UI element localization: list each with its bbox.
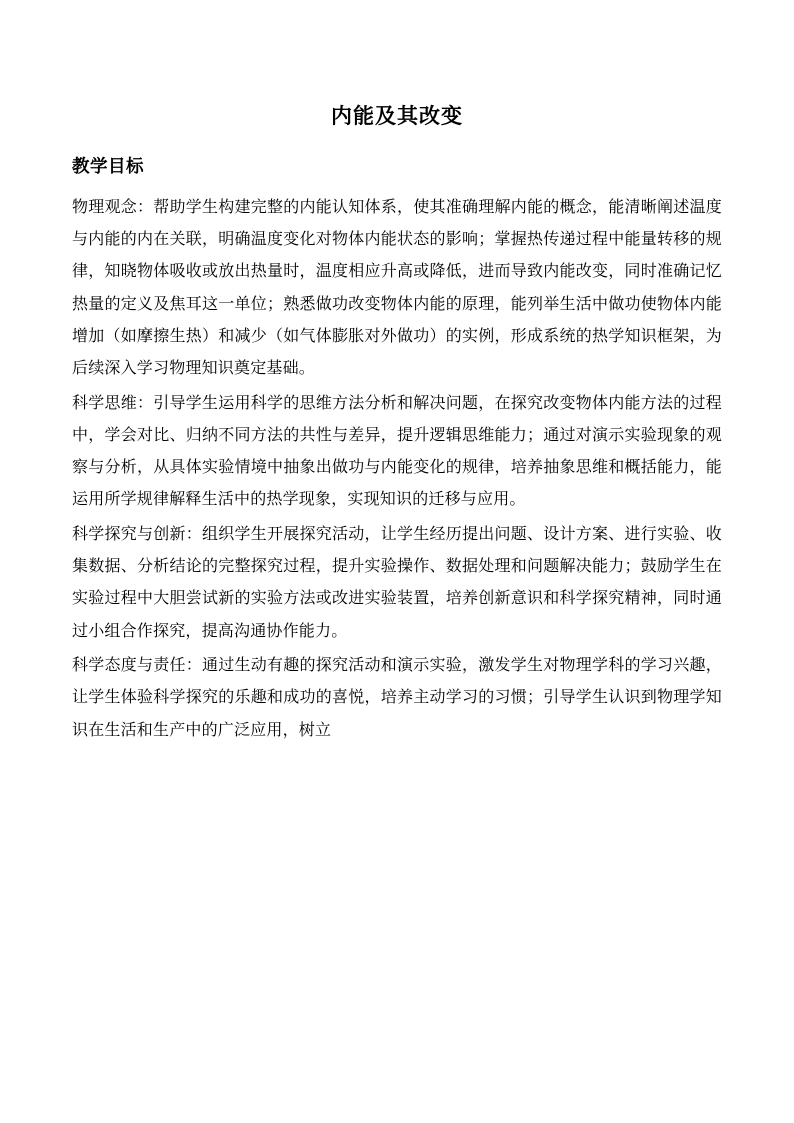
page-title: 内能及其改变 [331,104,463,128]
paragraph-physics-concept: 物理观念：帮助学生构建完整的内能认知体系，使其准确理解内能的概念，能清晰阐述温度与内能的内在关联，明确温度变化对物体内能状态的影响；掌握热传递过程中能量转移的规律，知晓物体吸收或放出热量时，温度相应升高或降低，进而导致内能改变，同时准确记忆热量的定义及焦耳这一单位；熟悉做功改变物体内能的原理，能列举生活中做功使物体内能增加（如摩擦生热）和减少（如气体膨胀对外做功）的实例，形成系统的热学知识框架，为后续深入学习物理知识奠定基础。 [72,198,722,378]
section-heading-teaching-objectives: 教学目标 [72,156,144,177]
paragraph-scientific-thinking: 科学思维：引导学生运用科学的思维方法分析和解决问题，在探究改变物体内能方法的过程中，学会对比、归纳不同方法的共性与差异，提升逻辑思维能力；通过对演示实验现象的观察与分析，从具体实验情境中抽象出做功与内能变化的规律，培养抽象思维和概括能力，能运用所学规律解释生活中的热学现象，实现知识的迁移与应用。 [72,394,722,509]
paragraph-scientific-attitude: 科学态度与责任：通过生动有趣的探究活动和演示实验，激发学生对物理学科的学习兴趣，让学生体验科学探究的乐趣和成功的喜悦，培养主动学习的习惯；引导学生认识到物理学知识在生活和生产中的广泛应用，树立 [72,657,722,739]
paragraph-scientific-inquiry: 科学探究与创新：组织学生开展探究活动，让学生经历提出问题、设计方案、进行实验、收集数据、分析结论的完整探究过程，提升实验操作、数据处理和问题解决能力；鼓励学生在实验过程中大胆尝试新的实验方法或改进实验装置，培养创新意识和科学探究精神，同时通过小组合作探究，提高沟通协作能力。 [72,525,722,640]
